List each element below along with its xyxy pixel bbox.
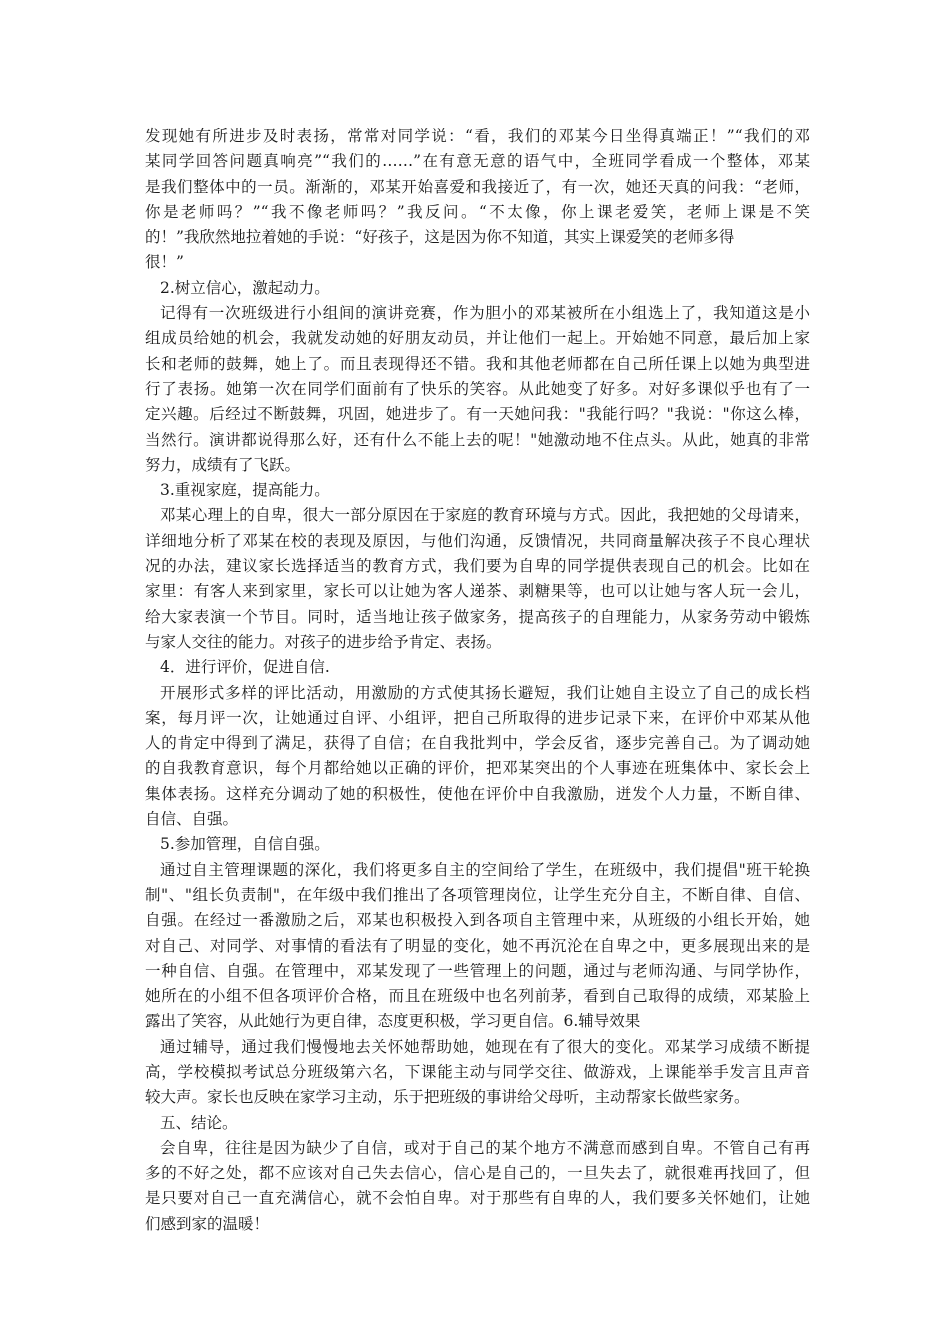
text-line: 记得有一次班级进行小组间的演讲竞赛，作为胆小的邓某被所在小组选上了，我知道这是小 bbox=[160, 304, 810, 323]
text-line: 通过辅导，通过我们慢慢地去关怀她帮助她，她现在有了很大的变化。邓某学习成绩不断提 bbox=[160, 1037, 810, 1056]
text-line: 长和老师的鼓舞，她上了。而且表现得还不错。我和其他老师都在自己所任课上以她为典型进 bbox=[145, 354, 810, 373]
text-line: 你是老师吗？”“我不像老师吗？”我反问。“不太像，你上课老爱笑，老师上课是不笑 bbox=[145, 202, 810, 221]
text-line: 们感到家的温暖！ bbox=[145, 1214, 270, 1233]
text-line: 她所在的小组不但各项评价合格，而且在班级中也名列前茅，看到自己取得的成绩，邓某脸上 bbox=[145, 987, 810, 1006]
text-line: 案，每月评一次，让她通过自评、小组评，把自己所取得的进步记录下来，在评价中邓某从他 bbox=[145, 708, 810, 727]
text-line: 4．进行评价，促进自信. bbox=[160, 658, 330, 677]
text-line: 自强。在经过一番激励之后，邓某也积极投入到各项自主管理中来，从班级的小组长开始，她 bbox=[145, 911, 810, 930]
text-line: 一种自信、自强。在管理中，邓某发现了一些管理上的问题，通过与老师沟通、与同学协作， bbox=[145, 961, 810, 980]
text-line: 自信、自强。 bbox=[145, 810, 239, 829]
document-body bbox=[145, 124, 810, 1237]
text-line: 开展形式多样的评比活动，用激励的方式使其扬长避短，我们让她自主设立了自己的成长档 bbox=[160, 683, 810, 702]
text-line: 多的不好之处，都不应该对自己失去信心，信心是自己的，一旦失去了，就很难再找回了，但 bbox=[145, 1164, 810, 1183]
text-line: 的！”我欣然地拉着她的手说：“好孩子，这是因为你不知道，其实上课爱笑的老师多得 bbox=[145, 228, 735, 247]
text-line: 制"、"组长负责制"，在年级中我们推出了各项管理岗位，让学生充分自主，不断自律、自信、 bbox=[145, 885, 810, 904]
text-line: 定兴趣。后经过不断鼓舞，巩固，她进步了。有一天她问我："我能行吗？"我说："你这么棒， bbox=[145, 405, 810, 424]
text-line: 的自我教育意识，每个月都给她以正确的评价，把邓某突出的个人事迹在班集体中、家长会上 bbox=[145, 759, 810, 778]
text-line: 组成员给她的机会，我就发动她的好朋友动员，并让他们一起上。开始她不同意，最后加上家 bbox=[145, 329, 810, 348]
text-line: 很！” bbox=[145, 253, 184, 272]
text-line: 邓某心理上的自卑，很大一部分原因在于家庭的教育环境与方式。因此，我把她的父母请来， bbox=[160, 506, 810, 525]
text-line: 五、结论。 bbox=[160, 1113, 238, 1132]
text-line: 露出了笑容，从此她行为更自律，态度更积极，学习更自信。6.辅导效果 bbox=[145, 1012, 641, 1031]
text-line: 给大家表演一个节目。同时，适当地让孩子做家务，提高孩子的自理能力，从家务劳动中锻炼 bbox=[145, 607, 810, 626]
text-line: 某同学回答问题真响亮”“我们的……”在有意无意的语气中，全班同学看成一个整体，邓某 bbox=[145, 152, 810, 171]
text-line: 较大声。家长也反映在家学习主动，乐于把班级的事讲给父母听，主动帮家长做些家务。 bbox=[145, 1088, 750, 1107]
text-line: 是我们整体中的一员。渐渐的，邓某开始喜爱和我接近了，有一次，她还天真的问我：“老师， bbox=[145, 177, 810, 196]
text-line: 与家人交往的能力。对孩子的进步给予肯定、表扬。 bbox=[145, 632, 502, 651]
text-line: 2.树立信心，激起动力。 bbox=[160, 278, 330, 297]
text-line: 当然行。演讲都说得那么好，还有什么不能上去的呢！"她激动地不住点头。从此，她真的非常 bbox=[145, 430, 810, 449]
text-line: 行了表扬。她第一次在同学们面前有了快乐的笑容。从此她变了好多。对好多课似乎也有了一 bbox=[145, 379, 810, 398]
text-line: 发现她有所进步及时表扬，常常对同学说：“看，我们的邓某今日坐得真端正！”“我们的邓 bbox=[145, 127, 810, 145]
text-line: 是只要对自己一直充满信心，就不会怕自卑。对于那些有自卑的人，我们要多关怀她们，让她 bbox=[145, 1189, 810, 1208]
text-line: 会自卑，往往是因为缺少了自信，或对于自己的某个地方不满意而感到自卑。不管自己有再 bbox=[160, 1138, 810, 1157]
text-line: 家里：有客人来到家里，家长可以让她为客人递茶、剥糖果等，也可以让她与客人玩一会儿， bbox=[145, 582, 810, 601]
text-line: 高，学校模拟考试总分班级第六名，下课能主动与同学交往、做游戏，上课能举手发言且声音 bbox=[145, 1062, 810, 1081]
text-line: 人的肯定中得到了满足，获得了自信；在自我批判中，学会反省，逐步完善自己。为了调动她 bbox=[145, 734, 810, 753]
text-line: 努力，成绩有了飞跃。 bbox=[145, 455, 301, 474]
text-line: 3.重视家庭，提高能力。 bbox=[160, 481, 330, 500]
text-line: 5.参加管理，自信自强。 bbox=[160, 835, 330, 854]
text-line: 集体表扬。这样充分调动了她的积极性，使他在评价中自我激励，迸发个人力量，不断自律、 bbox=[145, 784, 810, 803]
text-line: 况的办法，建议家长选择适当的教育方式，我们要为自卑的同学提供表现自己的机会。比如在 bbox=[145, 557, 810, 576]
text-line: 对自己、对同学、对事情的看法有了明显的变化，她不再沉沦在自卑之中，更多展现出来的是 bbox=[145, 936, 810, 955]
text-line: 通过自主管理课题的深化，我们将更多自主的空间给了学生，在班级中，我们提倡"班干轮换 bbox=[160, 860, 810, 879]
text-line: 详细地分析了邓某在校的表现及原因，与他们沟通，反馈情况，共同商量解决孩子不良心理状 bbox=[145, 531, 810, 550]
